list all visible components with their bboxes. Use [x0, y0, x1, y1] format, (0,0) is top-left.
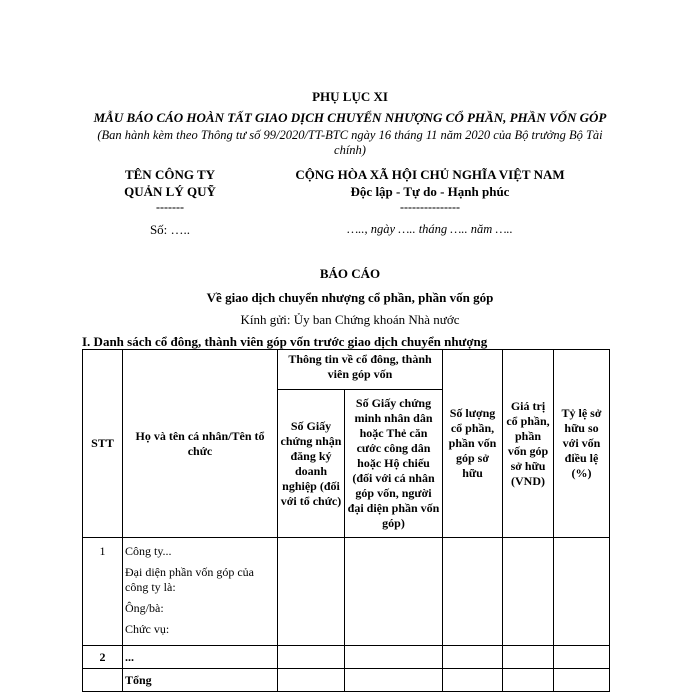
place-date: ….., ngày ….. tháng ….. năm …..	[347, 222, 513, 236]
report-title: BÁO CÁO	[319, 266, 381, 281]
row-ratio	[554, 646, 610, 669]
total-org-cert	[278, 669, 345, 692]
total-ratio	[554, 669, 610, 692]
row-stt: 2	[83, 646, 123, 669]
header-org-cert: Số Giấy chứng nhận đăng ký doanh nghiệp (đối với tổ chức)	[278, 390, 345, 538]
row-org-cert	[278, 538, 345, 646]
shareholder-table	[82, 349, 610, 692]
row-person-id	[345, 646, 443, 669]
report-subtitle: Về giao dịch chuyển nhượng cổ phần, phần vốn góp	[206, 290, 494, 305]
table-row	[83, 646, 610, 669]
total-stt	[83, 669, 123, 692]
row-value	[503, 646, 554, 669]
recipient: Kính gửi: Ủy ban Chứng khoán Nhà nước	[240, 312, 460, 327]
document-number: Số: …..	[149, 222, 191, 237]
company-name-line: TÊN CÔNG TY	[124, 167, 216, 182]
row-name-cell	[123, 538, 278, 646]
form-title: MẪU BÁO CÁO HOÀN TẤT GIAO DỊCH CHUYỂN NHƯỢNG CỔ PHẦN, PHẦN VỐN GÓP	[93, 110, 607, 125]
representative-label: Đại diện phần vốn góp của công ty là:	[125, 565, 254, 594]
total-quantity	[443, 669, 503, 692]
header-info-group: Thông tin về cổ đông, thành viên góp vốn	[278, 350, 443, 390]
issuance-note: (Ban hành kèm theo Thông tư số 99/2020/TT-BTC ngày 16 tháng 11 năm 2020 của Bộ trưởng Bộ Tài chính)	[97, 128, 603, 157]
company-divider: -------	[156, 200, 184, 214]
company-label: Công ty...	[125, 544, 172, 558]
row-org-cert	[278, 646, 345, 669]
company-block	[95, 166, 245, 200]
total-row	[83, 669, 610, 692]
row-ratio	[554, 538, 610, 646]
header-ratio: Tỷ lệ sở hữu so với vốn điều lệ (%)	[554, 350, 610, 538]
motto: Độc lập - Tự do - Hạnh phúc	[350, 184, 510, 199]
national-motto-block	[270, 166, 590, 200]
header-quantity: Số lượng cổ phần, phần vốn góp sở hữu	[443, 350, 503, 538]
table-row	[83, 538, 610, 646]
mr-mrs-label: Ông/bà:	[125, 601, 164, 615]
row-quantity	[443, 538, 503, 646]
header-name: Họ và tên cá nhân/Tên tổ chức	[123, 350, 278, 538]
company-type-line: QUẢN LÝ QUỸ	[124, 184, 216, 199]
header-value: Giá trị cổ phần, phần vốn góp sở hữu (VND)	[503, 350, 554, 538]
total-value	[503, 669, 554, 692]
position-label: Chức vụ:	[125, 622, 170, 636]
total-label: Tổng	[123, 669, 278, 692]
total-person-id	[345, 669, 443, 692]
motto-divider: ---------------	[400, 200, 460, 214]
row-name-cell: ...	[123, 646, 278, 669]
country-name: CỘNG HÒA XÃ HỘI CHỦ NGHĨA VIỆT NAM	[295, 167, 565, 182]
header-stt: STT	[83, 350, 123, 538]
header-person-id: Số Giấy chứng minh nhân dân hoặc Thẻ căn cước công dân hoặc Hộ chiếu (đối với cá nhân góp vốn, người đại diện phần vốn góp)	[345, 390, 443, 538]
row-person-id	[345, 538, 443, 646]
section-heading: I. Danh sách cổ đông, thành viên góp vốn trước giao dịch chuyển nhượng	[82, 334, 488, 349]
appendix-title: PHỤ LỤC XI	[312, 89, 388, 104]
row-quantity	[443, 646, 503, 669]
row-value	[503, 538, 554, 646]
row-stt: 1	[83, 538, 123, 646]
